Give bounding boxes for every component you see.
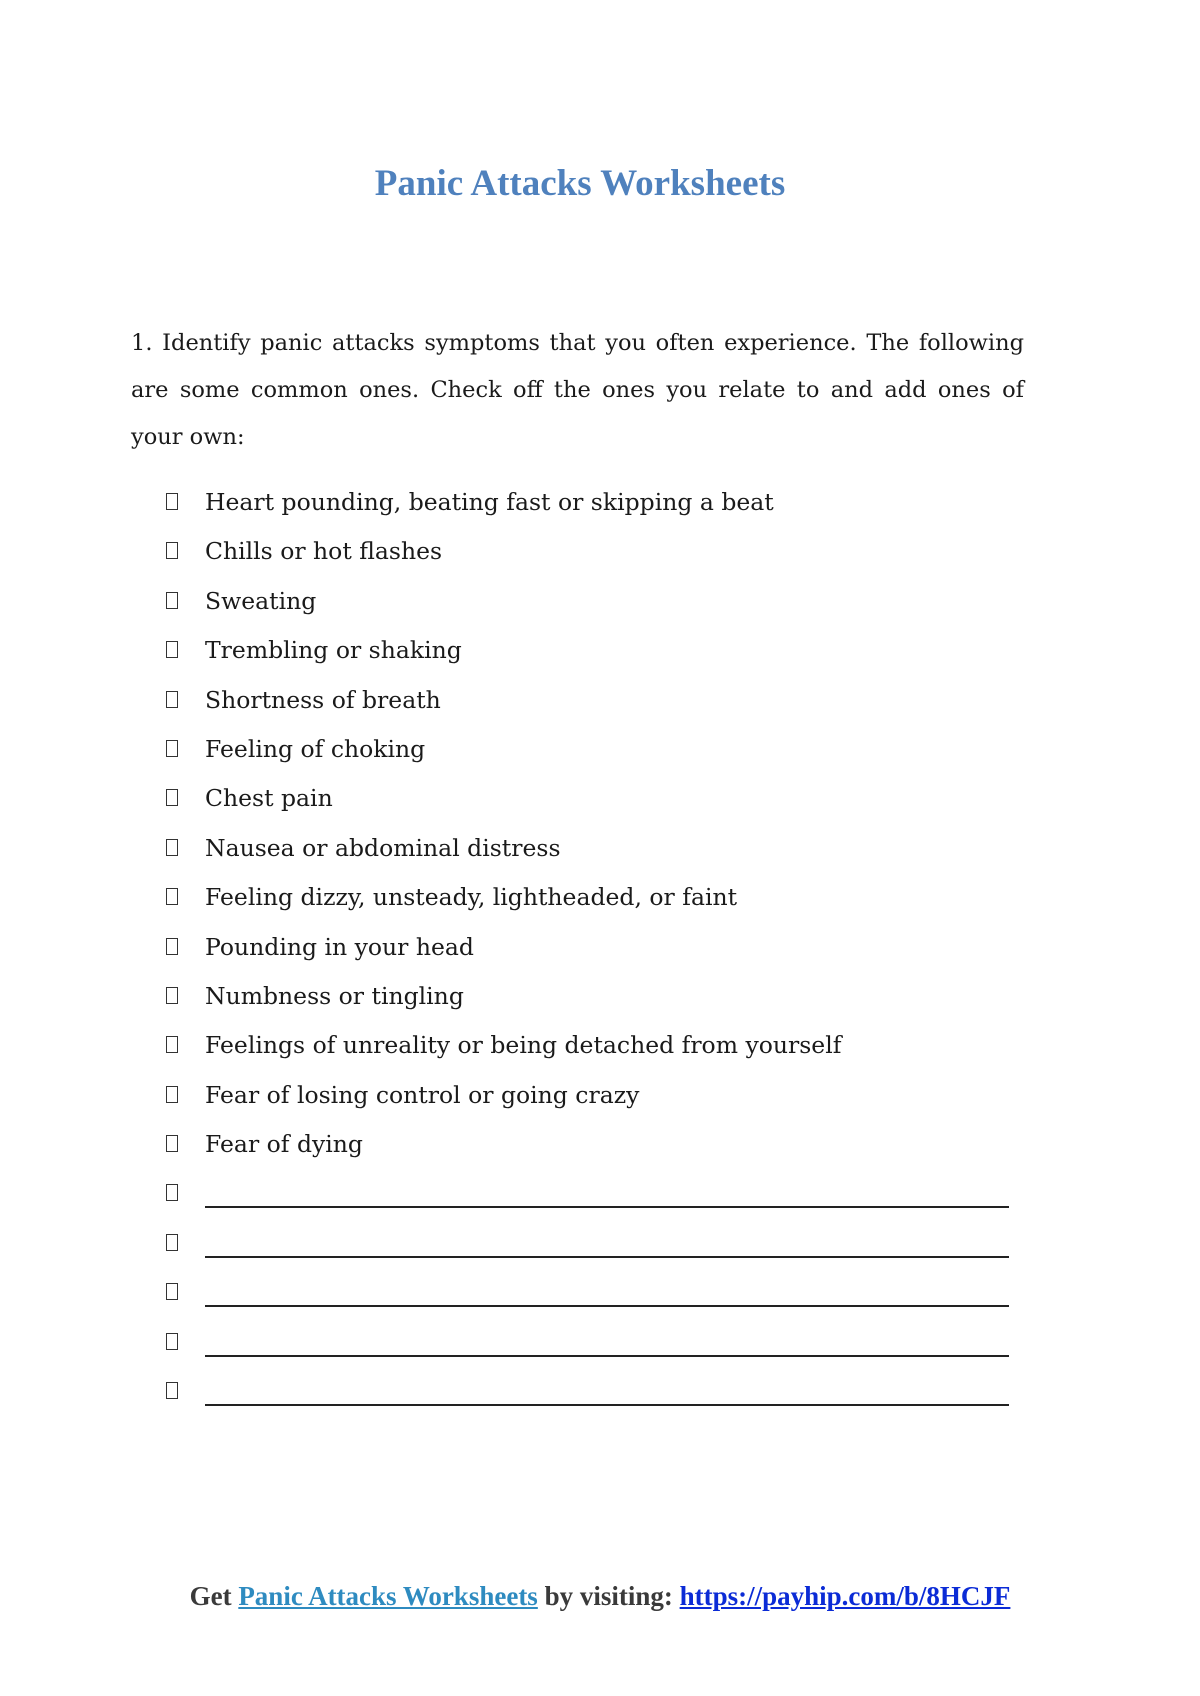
write-in-line[interactable] xyxy=(205,1275,1009,1307)
checklist-item-label: Sweating xyxy=(205,586,317,615)
worksheets-link[interactable]: Panic Attacks Worksheets xyxy=(238,1581,538,1611)
write-in-line[interactable] xyxy=(205,1374,1009,1406)
checklist-item xyxy=(166,534,1046,583)
empty-checkbox-icon[interactable] xyxy=(166,1234,178,1251)
checklist-item xyxy=(166,584,1046,633)
blank-checklist-item xyxy=(166,1176,1046,1225)
empty-checkbox-icon[interactable] xyxy=(166,1333,178,1350)
empty-checkbox-icon[interactable] xyxy=(166,839,178,856)
empty-checkbox-icon[interactable] xyxy=(166,592,178,609)
empty-checkbox-icon[interactable] xyxy=(166,691,178,708)
empty-checkbox-icon[interactable] xyxy=(166,641,178,658)
blank-checklist-item xyxy=(166,1275,1046,1324)
empty-checkbox-icon[interactable] xyxy=(166,1184,178,1201)
instructions-paragraph: 1. Identify panic attacks symptoms that you often experience. The following are some common ones. Check off the ones you relate to and add ones of your own: xyxy=(131,330,1024,450)
write-in-line[interactable] xyxy=(205,1176,1009,1208)
empty-checkbox-icon[interactable] xyxy=(166,1135,178,1152)
empty-checkbox-icon[interactable] xyxy=(166,789,178,806)
empty-checkbox-icon[interactable] xyxy=(166,888,178,905)
footer-prefix: Get xyxy=(189,1581,232,1611)
checklist-item xyxy=(166,1127,1046,1176)
empty-checkbox-icon[interactable] xyxy=(166,938,178,955)
checklist-item xyxy=(166,831,1046,880)
checklist-item-label: Chills or hot flashes xyxy=(205,537,443,566)
checklist-item-label: Feeling of choking xyxy=(205,734,426,763)
checklist-item xyxy=(166,683,1046,732)
empty-checkbox-icon[interactable] xyxy=(166,987,178,1004)
promo-footer xyxy=(0,1581,1200,1612)
checklist-item-label: Numbness or tingling xyxy=(205,981,464,1010)
write-in-line[interactable] xyxy=(205,1325,1009,1357)
page-title: Panic Attacks Worksheets xyxy=(374,163,786,204)
checklist-item xyxy=(166,781,1046,830)
empty-checkbox-icon[interactable] xyxy=(166,1382,178,1399)
checklist-item-label: Feeling dizzy, unsteady, lightheaded, or faint xyxy=(205,883,738,912)
blank-checklist-item xyxy=(166,1226,1046,1275)
empty-checkbox-icon[interactable] xyxy=(166,1086,178,1103)
checklist-item-label: Nausea or abdominal distress xyxy=(205,833,561,862)
empty-checkbox-icon[interactable] xyxy=(166,1283,178,1300)
empty-checkbox-icon[interactable] xyxy=(166,493,178,510)
checklist-item-label: Heart pounding, beating fast or skipping a beat xyxy=(205,488,774,516)
checklist-item-label: Pounding in your head xyxy=(205,932,474,961)
checklist-item xyxy=(166,732,1046,781)
checklist-item xyxy=(166,485,1046,534)
checklist-item-label: Chest pain xyxy=(205,784,333,813)
checklist-item-label: Trembling or shaking xyxy=(205,636,462,665)
checklist-item xyxy=(166,1028,1046,1077)
empty-checkbox-icon[interactable] xyxy=(166,1036,178,1053)
footer-middle-text: by visiting: xyxy=(544,1581,673,1611)
blank-checklist-item xyxy=(166,1325,1046,1374)
checklist-item xyxy=(166,979,1046,1028)
write-in-line[interactable] xyxy=(205,1226,1009,1258)
empty-checkbox-icon[interactable] xyxy=(166,740,178,757)
checklist-item-label: Fear of losing control or going crazy xyxy=(205,1080,640,1109)
checklist-item xyxy=(166,930,1046,979)
checklist-item-label: Fear of dying xyxy=(205,1130,363,1159)
payhip-url-link[interactable]: https://payhip.com/b/8HCJF xyxy=(679,1581,1011,1611)
checklist-item-label: Feelings of unreality or being detached from yourself xyxy=(205,1031,842,1060)
checklist-item xyxy=(166,633,1046,682)
checklist-item-label: Shortness of breath xyxy=(205,685,441,714)
symptom-checklist xyxy=(166,485,1046,1423)
checklist-item xyxy=(166,1078,1046,1127)
empty-checkbox-icon[interactable] xyxy=(166,542,178,559)
blank-checklist-item xyxy=(166,1374,1046,1423)
checklist-item xyxy=(166,880,1046,929)
